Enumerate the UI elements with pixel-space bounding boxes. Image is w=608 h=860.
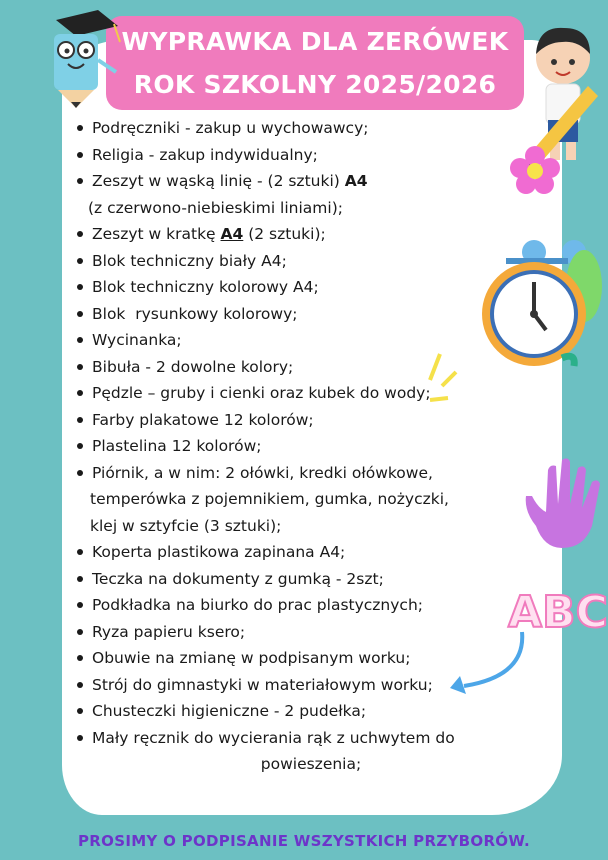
list-item: Religia - zakup indywidualny;: [76, 142, 546, 169]
list-item: Zeszyt w wąską linię - (2 sztuki) A4 (z czerwono-niebieskimi liniami);: [76, 168, 546, 221]
list-item: Zeszyt w kratkę A4 (2 sztuki);: [76, 221, 546, 248]
list-item: Blok rysunkowy kolorowy;: [76, 301, 546, 328]
title-line-2: ROK SZKOLNY 2025/2026: [133, 70, 497, 99]
list-item: Plastelina 12 kolorów;: [76, 433, 546, 460]
svg-text:ABC: ABC: [508, 587, 608, 638]
list-item: Wycinanka;: [76, 327, 546, 354]
list-item: Strój do gimnastyki w materiałowym worku;: [76, 672, 546, 699]
list-item: Blok techniczny biały A4;: [76, 248, 546, 275]
list-item: Blok techniczny kolorowy A4;: [76, 274, 546, 301]
list-item: Koperta plastikowa zapinana A4;: [76, 539, 546, 566]
pencil-mascot-icon: [36, 0, 126, 110]
page-title: [106, 16, 524, 110]
list-item: Piórnik, a w nim: 2 ołówki, kredki ołówkowe, temperówka z pojemnikiem, gumka, nożyczki, klej w sztyfcie (3 sztuki);: [76, 460, 546, 540]
list-item: Podręczniki - zakup u wychowawcy;: [76, 115, 546, 142]
list-item: Chusteczki higieniczne - 2 pudełka;: [76, 698, 546, 725]
footer-note: PROSIMY O PODPISANIE WSZYSTKICH PRZYBORÓW.: [78, 832, 530, 850]
list-item: Farby plakatowe 12 kolorów;: [76, 407, 546, 434]
list-item: Obuwie na zmianę w podpisanym worku;: [76, 645, 546, 672]
supply-list: [76, 115, 546, 778]
list-item: Mały ręcznik do wycierania rąk z uchwytem do powieszenia;: [76, 725, 546, 778]
list-item: Ryza papieru ksero;: [76, 619, 546, 646]
list-item: Bibuła - 2 dowolne kolory;: [76, 354, 546, 381]
list-item: Podkładka na biurko do prac plastycznych;: [76, 592, 546, 619]
list-item: Pędzle – gruby i cienki oraz kubek do wody;: [76, 380, 546, 407]
list-item: Teczka na dokumenty z gumką - 2szt;: [76, 566, 546, 593]
title-line-1: WYPRAWKA DLA ZERÓWEK: [121, 27, 509, 56]
